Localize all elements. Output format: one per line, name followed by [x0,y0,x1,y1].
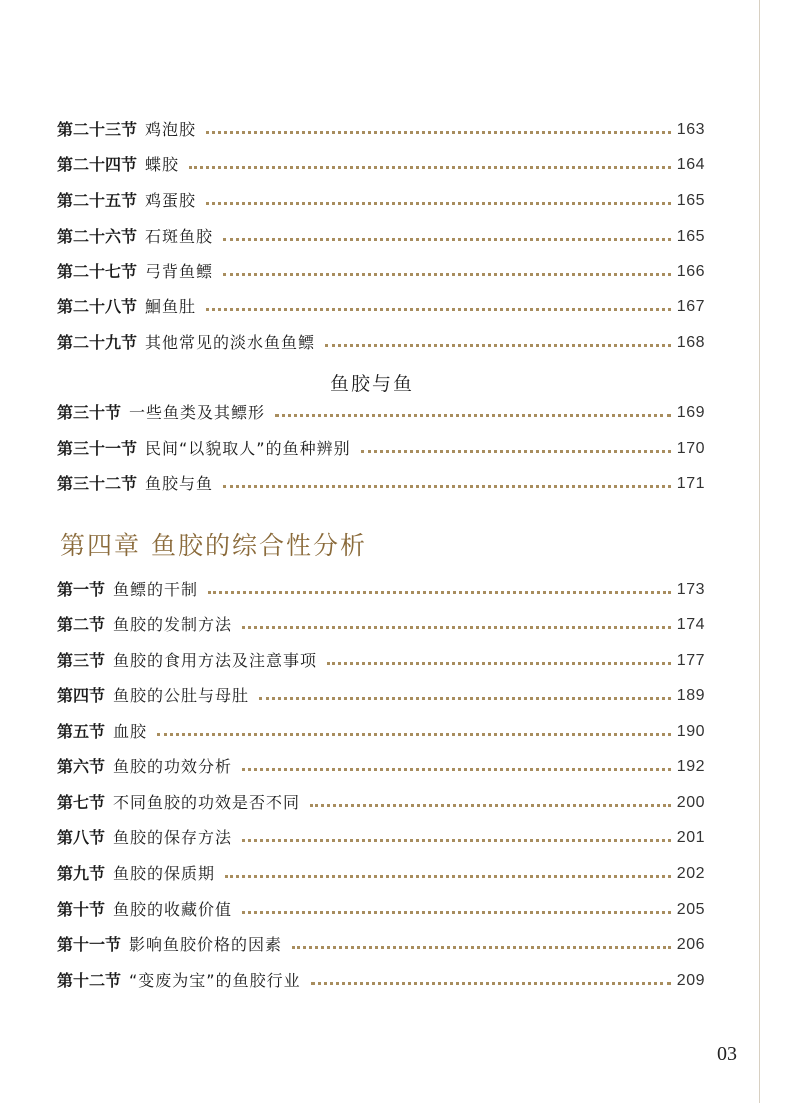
toc-entry[interactable] [57,224,705,250]
toc-entry[interactable] [57,790,705,816]
dot-leader [157,733,671,736]
toc-entry-title: 一些鱼类及其鳔形 [129,403,266,422]
toc-entry-page: 209 [676,972,705,989]
toc-entry-title: 鱼胶的食用方法及注意事项 [113,651,318,670]
toc-entry-title: 鱼胶的保质期 [113,864,216,883]
toc-entry[interactable] [57,825,705,851]
toc-entry-page: 169 [676,404,705,421]
toc-entry-title: 鱼鳔的干制 [113,580,199,599]
toc-entry-title: 鱼胶的保存方法 [113,828,233,847]
toc-entry-page: 164 [676,156,705,173]
dot-leader [223,273,671,276]
toc-entry-page: 171 [676,475,705,492]
toc-entry-number: 第二十三节 [57,120,138,139]
dot-leader [223,238,671,241]
toc-entry-number: 第二十八节 [57,297,138,316]
toc-entry-page: 165 [676,228,705,245]
toc-entry-title: 鱼胶的发制方法 [113,615,233,634]
toc-entry-title: 血胶 [113,722,148,741]
toc-entry-page: 168 [676,334,705,351]
toc-entry-title: 鱼胶的功效分析 [113,757,233,776]
dot-leader [225,875,671,878]
chapter-title: 第四章 鱼胶的综合性分析 [60,531,367,560]
toc-entry-number: 第八节 [57,828,106,847]
toc-entry-number: 第七节 [57,793,106,812]
toc-entry-number: 第二十九节 [57,333,138,352]
toc-entry-page: 166 [676,263,705,280]
toc-entry-number: 第五节 [57,722,106,741]
toc-entry[interactable] [57,259,705,285]
dot-leader [242,768,671,771]
toc-entry-title: 弓背鱼鳔 [145,262,214,281]
toc-entry-number: 第二十四节 [57,155,138,174]
toc-entry[interactable] [57,330,705,356]
dot-leader [259,697,671,700]
toc-entry[interactable] [57,719,705,745]
toc-entry-page: 167 [676,298,705,315]
toc-entry-title: 鸡泡胶 [145,120,197,139]
toc-entry-title: “变废为宝”的鱼胶行业 [129,971,301,990]
toc-entry-page: 192 [676,758,705,775]
toc-entry-page: 205 [676,901,705,918]
dot-leader [206,202,671,205]
toc-entry-title: 鱼胶与鱼 [145,474,214,493]
toc-entry[interactable] [57,400,705,426]
toc-entry-page: 189 [676,687,705,704]
toc-entry-page: 200 [676,794,705,811]
dot-leader [242,626,671,629]
toc-entry[interactable] [57,968,705,994]
toc-entry-page: 190 [676,723,705,740]
toc-entry-page: 163 [676,121,705,138]
toc-entry-title: 石斑鱼胶 [145,227,214,246]
toc-entry-number: 第十节 [57,900,106,919]
toc-entry-page: 177 [676,652,705,669]
toc-entry[interactable] [57,436,705,462]
toc-entry-title: 蝶胶 [145,155,180,174]
toc-entry-title: 民间“以貌取人”的鱼种辨别 [145,439,351,458]
toc-entry-number: 第十二节 [57,971,122,990]
toc-entry-number: 第二十六节 [57,227,138,246]
toc-entry[interactable] [57,294,705,320]
toc-entry[interactable] [57,754,705,780]
dot-leader [292,946,671,949]
dot-leader [310,804,671,807]
dot-leader [206,131,671,134]
toc-entry[interactable] [57,897,705,923]
toc-entry-number: 第三十一节 [57,439,138,458]
toc-entry-number: 第三十二节 [57,474,138,493]
toc-entry-number: 第三节 [57,651,106,670]
toc-entry-page: 173 [676,581,705,598]
toc-entry-number: 第二节 [57,615,106,634]
dot-leader [242,839,671,842]
toc-entry-number: 第十一节 [57,935,122,954]
toc-entry-title: 其他常见的淡水鱼鱼鳔 [145,333,316,352]
section-subheading: 鱼胶与鱼 [330,373,415,395]
toc-entry-page: 170 [676,440,705,457]
toc-entry[interactable] [57,861,705,887]
page-number: 03 [717,1043,737,1065]
toc-entry[interactable] [57,188,705,214]
toc-entry-page: 202 [676,865,705,882]
dot-leader [327,662,671,665]
toc-entry[interactable] [57,577,705,603]
toc-entry[interactable] [57,471,705,497]
toc-entry-number: 第一节 [57,580,106,599]
dot-leader [311,982,671,985]
toc-entry-number: 第二十五节 [57,191,138,210]
dot-leader [361,450,671,453]
toc-entry-title: 鱼胶的收藏价值 [113,900,233,919]
toc-entry-number: 第六节 [57,757,106,776]
toc-entry-page: 201 [676,829,705,846]
toc-entry-title: 鱼胶的公肚与母肚 [113,686,250,705]
toc-entry[interactable] [57,683,705,709]
toc-entry-number: 第二十七节 [57,262,138,281]
toc-entry-number: 第三十节 [57,403,122,422]
toc-entry-page: 206 [676,936,705,953]
toc-entry[interactable] [57,612,705,638]
toc-entry-page: 165 [676,192,705,209]
dot-leader [206,308,671,311]
toc-entry[interactable] [57,648,705,674]
dot-leader [208,591,671,594]
toc-entry-number: 第九节 [57,864,106,883]
toc-entry[interactable] [57,932,705,958]
toc-entry[interactable] [57,152,705,178]
dot-leader [325,344,671,347]
toc-entry[interactable] [57,117,705,143]
dot-leader [189,166,671,169]
toc-entry-title: 鮰鱼肚 [145,297,197,316]
toc-entry-title: 不同鱼胶的功效是否不同 [113,793,301,812]
dot-leader [242,911,671,914]
dot-leader [223,485,671,488]
toc-entry-title: 影响鱼胶价格的因素 [129,935,283,954]
toc-entry-title: 鸡蛋胶 [145,191,197,210]
toc-entry-number: 第四节 [57,686,106,705]
dot-leader [275,414,671,417]
toc-entry-page: 174 [676,616,705,633]
